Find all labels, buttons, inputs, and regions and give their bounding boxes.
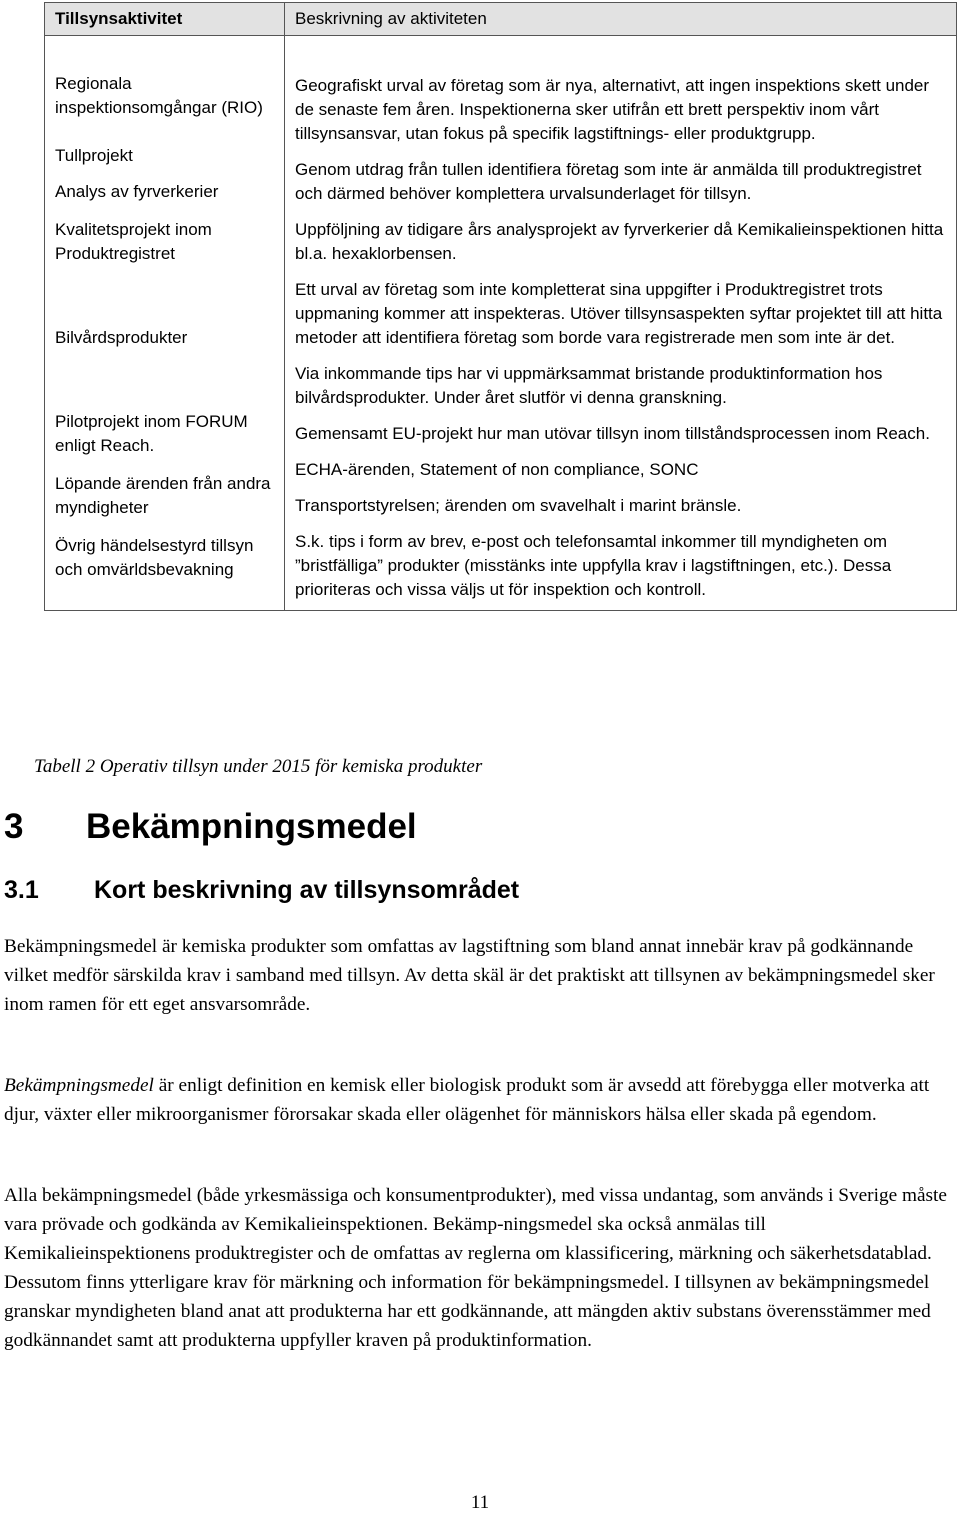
subsection-heading [4,873,519,907]
description-rio: Geografiskt urval av företag som är nya, alternativt, att ingen inspektions skett under de senaste fem åren. Inspektionerna sker utifrån ett brett perspektiv inom vårt tillsynsansvar, utan fokus på specifik lagstiftnings- eller produktgrupp. [295,76,930,143]
activity-column [45,36,285,611]
column-header-activity: Tillsynsaktivitet [45,3,285,36]
activity-tullprojekt: Tullprojekt [55,146,133,165]
activity-lopande-arenden: Löpande ärenden från andra myndigheter [55,474,271,517]
table-body-row [45,36,957,611]
description-pilotprojekt: Gemensamt EU-projekt hur man utövar tillsyn inom tillståndsprocessen inom Reach. [295,424,930,443]
subsection-number: 3.1 [4,876,39,904]
column-header-description: Beskrivning av aktiviteten [285,3,957,36]
paragraph-2-term: Bekämpningsmedel [4,1075,154,1096]
description-column [285,36,957,611]
description-echa: ECHA-ärenden, Statement of non compliance, SONC [295,460,699,479]
table-header-row [45,3,957,36]
activity-fyrverkerier: Analys av fyrverkerier [55,182,219,201]
paragraph-1: Bekämpningsmedel är kemiska produkter som omfattas av lagstiftning som bland annat innebär krav på godkännande vilket medför särskilda krav i samband med tillsyn. Av detta skäl är det praktiskt att tillsynen av bekämpningsmedel sker inom ramen för ett eget ansvarsområde. [4,936,935,1015]
description-ovrig-tillsyn: S.k. tips i form av brev, e-post och telefonsamtal inkommer till myndigheten om ”bristfälliga” produkter (misstänks inte uppfylla krav i lagstiftningen, etc.). Dessa prioriteras och vissa väljs ut för inspektion och kontroll. [295,532,892,599]
paragraph-2-text: är enligt definition en kemisk eller biologisk produkt som är avsedd att förebygga eller motverka att djur, växter eller mikroorganismer förorsakar skada eller olägenhet för människors hälsa eller skada på egendom. [4,1075,930,1125]
section-title: Bekämpningsmedel [86,807,417,846]
description-bilvardsprodukter: Via inkommande tips har vi uppmärksammat bristande produktinformation hos bilvårdsprodukter. Under året slutför vi denna granskning. [295,364,883,407]
activity-bilvardsprodukter: Bilvårdsprodukter [55,328,188,347]
section-heading [4,805,417,849]
activity-kvalitetsprojekt: Kvalitetsprojekt inom Produktregistret [55,220,212,263]
activity-ovrig-tillsyn: Övrig händelsestyrd tillsyn och omvärldsbevakning [55,536,254,579]
paragraph-2 [4,1071,949,1129]
supervision-table [44,2,957,611]
subsection-title: Kort beskrivning av tillsynsområdet [94,876,520,904]
section-number: 3 [4,807,24,846]
description-kvalitetsprojekt: Ett urval av företag som inte kompletterat sina uppgifter i Produktregistret trots uppmaning kommer att inspekteras. Utöver tillsynsaspekten syftar projektet till att hitta metoder att identifiera företag som borde vara registrerade men som inte är det. [295,280,943,347]
activity-rio: Regionala inspektionsomgångar (RIO) [55,74,263,117]
description-transportstyrelsen: Transportstyrelsen; ärenden om svavelhalt i marint bränsle. [295,496,742,515]
description-fyrverkerier: Uppföljning av tidigare års analysprojekt av fyrverkerier då Kemikalieinspektionen hitta bl.a. hexaklorbensen. [295,220,944,263]
table-caption: Tabell 2 Operativ tillsyn under 2015 för kemiska produkter [34,756,483,777]
page-number: 11 [470,1492,490,1513]
description-tullprojekt: Genom utdrag från tullen identifiera företag som inte är anmälda till produktregistret och därmed behöver komplettera urvalsunderlaget för tillsyn. [295,160,922,203]
paragraph-3: Alla bekämpningsmedel (både yrkesmässiga och konsumentprodukter), med vissa undantag, som används i Sverige måste vara prövade och godkända av Kemikalieinspektionen. Bekämp-ningsmedel ska också anmälas till Kemikalieinspektionens produktregister och de omfattas av reglerna om klassificering, märkning och säkerhetsdatablad. Dessutom finns ytterligare krav för märkning och information för bekämpningsmedel. I tillsynen av bekämpningsmedel granskar myndigheten bland anat att produkterna har ett godkännande, att mängden aktiv substans överensstämmer med godkännandet samt att produkterna uppfyller kraven på produktinformation. [4,1185,947,1351]
activity-pilotprojekt: Pilotprojekt inom FORUM enligt Reach. [55,412,248,455]
